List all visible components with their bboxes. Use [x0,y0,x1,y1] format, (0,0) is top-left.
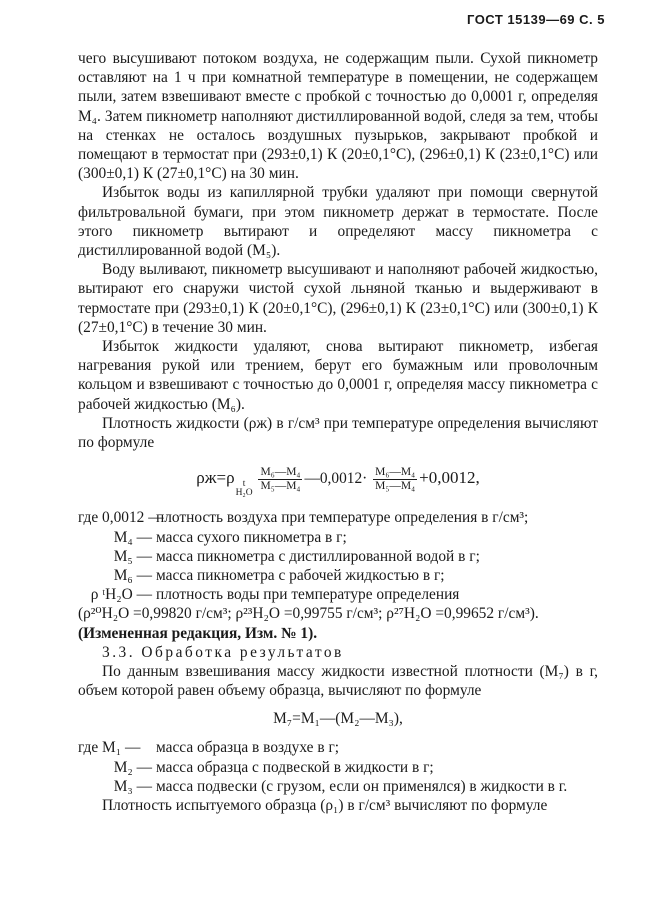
formula-mid-term: —0,0012· [304,470,368,488]
legend-row [78,566,598,585]
page-header: ГОСТ 15139—69 С. 5 [467,12,605,27]
density-formula [78,466,598,498]
paragraph-2: Избыток воды из капиллярной трубки удаляют при помощи свернутой фильтровальной бумаги, при этом пикнометр держат в термостате. После этого пикнометр вытирают и определяют массу пикнометра с дистиллированной водой (M₅). [78,184,598,260]
legend-symbol: M₂ — [113,758,152,776]
legend-row [78,528,598,547]
legend-text: масса пикнометра с дистиллированной водой в г; [156,547,480,565]
amendment-note: (Измененная редакция, Изм. № 1). [78,624,318,642]
legend-row [78,547,598,566]
paragraph-3: Воду выливают, пикнометр высушивают и наполняют рабочей жидкостью, вытирают его снаружи чистой сухой льняной тканью и выдерживают в термостате при (293±0,1) К (20±0,1°С), (296±0,1) К (23±0,1°С) или (300±0,1) К (27±0,1°С) в течение 30 мин. [78,261,598,336]
paragraph-6: По данным взвешивания массу жидкости известной плотности (M₇) в г, объем которой равен объему образца, вычисляют по формуле [78,662,598,700]
formula-rho-sup: t [242,479,246,490]
legend-text: плотность воды при температуре определения [156,586,460,604]
legend-row [78,585,598,604]
formula-equals: = [216,468,227,488]
legend-symbol: ρ ᵗH₂O — [90,586,152,604]
legend-symbol: где M₁ — [78,739,141,757]
water-density-values: (ρ²⁰H₂O =0,99820 г/см³; ρ²³H₂O =0,99755 г/см³; ρ²⁷H₂O =0,99652 г/см³). [78,605,539,623]
fraction-1-denominator: M₅—M₄ [260,480,301,493]
legend-row [78,738,598,757]
formula-rho-indices [236,480,253,498]
legend-row [78,758,598,777]
formula-lhs: ρж [196,468,217,488]
formula-fraction-1 [258,466,302,493]
mass-formula: M₇=M₁—(M₂—M₃), [273,710,403,728]
legend-symbol: M₃ — [113,777,152,795]
paragraph-1: чего высушивают потоком воздуха, не содержащим пыли. Сухой пикнометр оставляют на 1 ч при комнатной температуре в помещении, не содержащем пыли, затем взвешивают вместе с пробкой с точностью до 0,0001 г, определяя M₄. Затем пикнометр наполняют дистиллированной водой, следя за тем, чтобы на стенках не осталось воздушных пузырьков, закрывают пробкой и помещают в термостат при (293±0,1) К (20±0,1°С), (296±0,1) К (23±0,1°С) или (300±0,1) К (27±0,1°С) на 30 мин. [78,50,598,183]
legend-2 [78,738,598,796]
formula-fraction-2 [373,466,417,493]
fraction-1-numerator: M₆—M₄ [260,466,301,479]
legend-text: масса образца в воздухе в г; [156,739,340,757]
legend-symbol: M₆ — [113,566,152,584]
legend-row [78,777,598,796]
formula-plus-term: +0,0012, [419,468,480,488]
document-body [78,49,598,815]
section-heading: 3.3. Обработка результатов [102,643,344,661]
legend-text: масса подвески (с грузом, если он применялся) в жидкости в г. [156,777,568,795]
paragraph-7: Плотность испытуемого образца (ρ₁) в г/см³ вычисляют по формуле [102,796,548,814]
legend-symbol: M₅ — [113,547,152,565]
formula-rho-sub: H₂O [235,488,253,499]
legend-text: масса пикнометра с рабочей жидкостью в г; [156,566,445,584]
legend-text: масса образца с подвеской в жидкости в г; [156,758,434,776]
legend-1 [78,508,598,604]
formula-rho: ρ [226,468,235,488]
paragraph-4: Избыток жидкости удаляют, снова вытирают пикнометр, избегая нагревания рукой или трением, берут его бумажным или проволочным кольцом и взвешивают с точностью до 0,0001 г, определяя массу пикнометра с рабочей жидкостью (M₆). [78,338,598,413]
legend-symbol: M₄ — [113,528,152,546]
legend-row [78,508,598,527]
fraction-2-denominator: M₅—M₄ [375,480,416,493]
legend-symbol: где 0,0012 — [78,509,164,527]
paragraph-5: Плотность жидкости (ρж) в г/см³ при температуре определения вычисляют по формуле [78,414,598,452]
fraction-2-numerator: M₆—M₄ [375,466,416,479]
legend-text: плотность воздуха при температуре определения в г/см³; [156,509,529,527]
legend-text: масса сухого пикнометра в г; [156,528,347,546]
